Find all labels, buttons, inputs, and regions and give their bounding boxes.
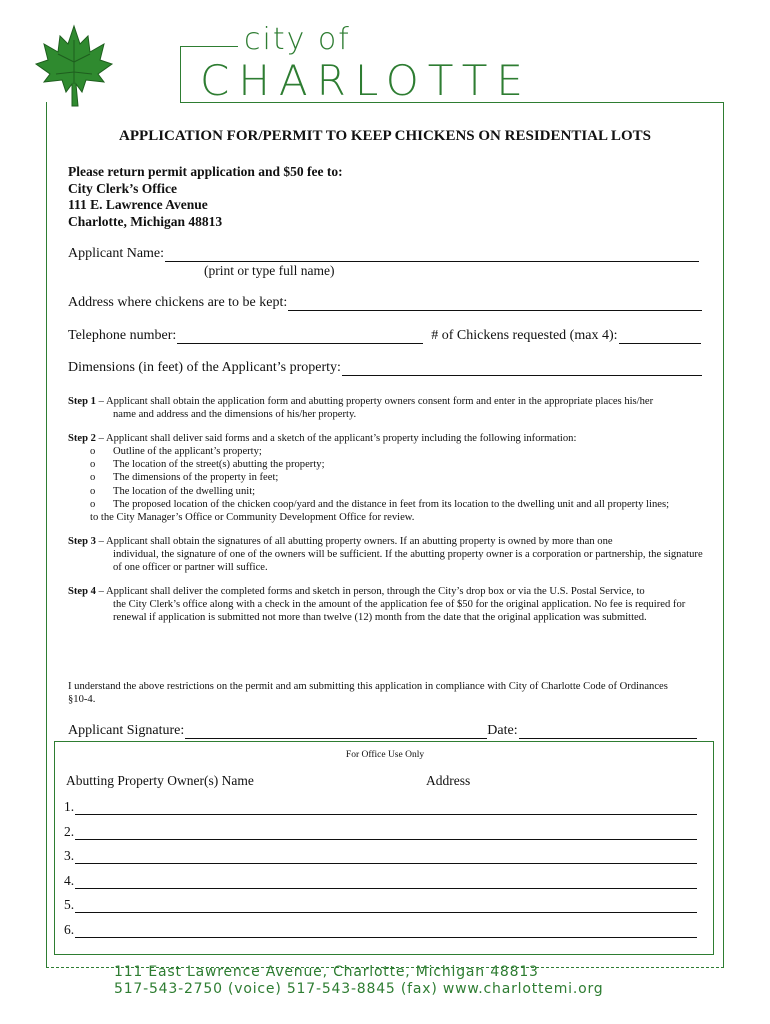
dimensions-row: [68, 360, 702, 376]
signature-label: Applicant Signature:: [68, 723, 185, 738]
telephone-row: [68, 328, 701, 344]
form-title: APPLICATION FOR/PERMIT TO KEEP CHICKENS ON RESIDENTIAL LOTS: [119, 128, 651, 144]
abutting-line: [64, 848, 697, 864]
abutting-line: [64, 824, 697, 840]
step-2-bullet: o The proposed location of the chicken coop/yard and the distance in feet from its location to the dwelling unit and all property lines;: [68, 498, 708, 511]
footer-address: 111 East Lawrence Avenue, Charlotte, Michigan 48813: [114, 964, 539, 980]
understand-statement: I understand the above restrictions on the permit and am submitting this application in compliance with City of Charlotte Code of Ordinances §10-4.: [68, 681, 668, 706]
date-label: Date:: [487, 723, 518, 738]
step-2: [68, 432, 708, 525]
abutting-line-number: 1.: [64, 799, 75, 814]
abutting-line-number: 6.: [64, 922, 75, 937]
abutting-address-header: Address: [426, 773, 471, 788]
step-4-text-cont: the City Clerk’s office along with a check in the amount of the application fee of $50 for the original application. No fee is required for renewal if application is submitted not more than twelve (12) month from the date that the original application was submitted.: [113, 598, 686, 624]
signature-row: [68, 723, 697, 739]
footer-contact: 517-543-2750 (voice) 517-543-8845 (fax) www.charlottemi.org: [114, 981, 604, 997]
step-2-text: – Applicant shall deliver said forms and a sketch of the applicant’s property including the following information:: [95, 432, 577, 444]
signature-field[interactable]: [185, 725, 487, 739]
office-use-title: For Office Use Only: [345, 750, 425, 760]
step-1-label: Step 1: [68, 396, 96, 407]
step-4-text: – Applicant shall deliver the completed forms and sketch in person, through the City’s drop box or via the U.S. Postal Service, to: [95, 585, 645, 597]
return-line-4: Charlotte, Michigan 48813: [68, 213, 223, 229]
abutting-line: [64, 897, 697, 913]
telephone-label: Telephone number:: [68, 328, 177, 343]
dimensions-label: Dimensions (in feet) of the Applicant’s property:: [68, 360, 341, 375]
step-2-label: Step 2: [68, 432, 96, 444]
abutting-line-field[interactable]: [75, 850, 697, 864]
address-label: Address where chickens are to be kept:: [68, 295, 288, 310]
maple-leaf-icon: [34, 22, 114, 110]
step-3-text-cont: individual, the signature of one of the owners will be sufficient. If the abutting property owner is a corporation or partnership, the signature of one officer or partner will suffice.: [113, 548, 703, 574]
step-2-tail: to the City Manager’s Office or Community Development Office for review.: [90, 512, 415, 524]
num-chickens-label: # of Chickens requested (max 4):: [431, 328, 618, 343]
step-2-bullets: [68, 445, 708, 511]
abutting-line-number: 5.: [64, 897, 75, 912]
abutting-line-field[interactable]: [75, 875, 697, 889]
abutting-line-number: 4.: [64, 873, 75, 888]
abutting-line-field[interactable]: [75, 899, 697, 913]
abutting-line-number: 2.: [64, 824, 75, 839]
step-1: [68, 395, 708, 422]
abutting-line-field[interactable]: [75, 801, 697, 815]
abutting-line-number: 3.: [64, 848, 75, 863]
step-4: [68, 585, 708, 625]
step-4-label: Step 4: [68, 585, 96, 597]
abutting-line-field[interactable]: [75, 924, 697, 938]
return-info: [68, 164, 343, 230]
logo-city-of: city of: [244, 22, 351, 57]
date-field[interactable]: [519, 725, 697, 739]
abutting-line-field[interactable]: [75, 826, 697, 840]
step-2-bullet: o The location of the dwelling unit;: [68, 485, 708, 498]
logo-rule-left: [180, 46, 181, 102]
num-chickens-field[interactable]: [619, 330, 701, 344]
return-line-1: Please return permit application and $50 fee to:: [68, 164, 343, 179]
dimensions-field[interactable]: [342, 362, 702, 376]
step-1-text: – Applicant shall obtain the application form and abutting property owners consent form and enter in the appropriate places his/her: [95, 396, 654, 407]
abutting-line: [64, 922, 697, 938]
step-3-label: Step 3: [68, 535, 96, 547]
logo-charlotte: CHARLOTTE: [200, 56, 532, 105]
address-row: [68, 295, 702, 311]
abutting-line: [64, 873, 697, 889]
footer: [114, 964, 603, 998]
applicant-name-field[interactable]: [165, 248, 699, 262]
logo-rule-top: [180, 46, 238, 47]
applicant-name-label: Applicant Name:: [68, 246, 165, 261]
abutting-line: [64, 799, 697, 815]
return-line-2: City Clerk’s Office: [68, 180, 177, 196]
applicant-name-hint: (print or type full name): [204, 263, 335, 278]
step-1-text-cont: name and address and the dimensions of his/her property.: [113, 409, 357, 421]
step-2-bullet: o Outline of the applicant’s property;: [68, 445, 708, 458]
step-2-bullet: o The dimensions of the property in feet;: [68, 471, 708, 484]
address-field[interactable]: [288, 297, 702, 311]
step-3: [68, 535, 708, 575]
steps-section: [68, 395, 708, 634]
step-3-text: – Applicant shall obtain the signatures of all abutting property owners. If an abutting property is owned by more than one: [95, 535, 613, 547]
applicant-name-row: [68, 246, 699, 262]
return-line-3: 111 E. Lawrence Avenue: [68, 197, 208, 212]
abutting-owner-header: Abutting Property Owner(s) Name: [66, 773, 254, 788]
telephone-field[interactable]: [177, 330, 423, 344]
step-2-bullet: o The location of the street(s) abutting the property;: [68, 458, 708, 471]
